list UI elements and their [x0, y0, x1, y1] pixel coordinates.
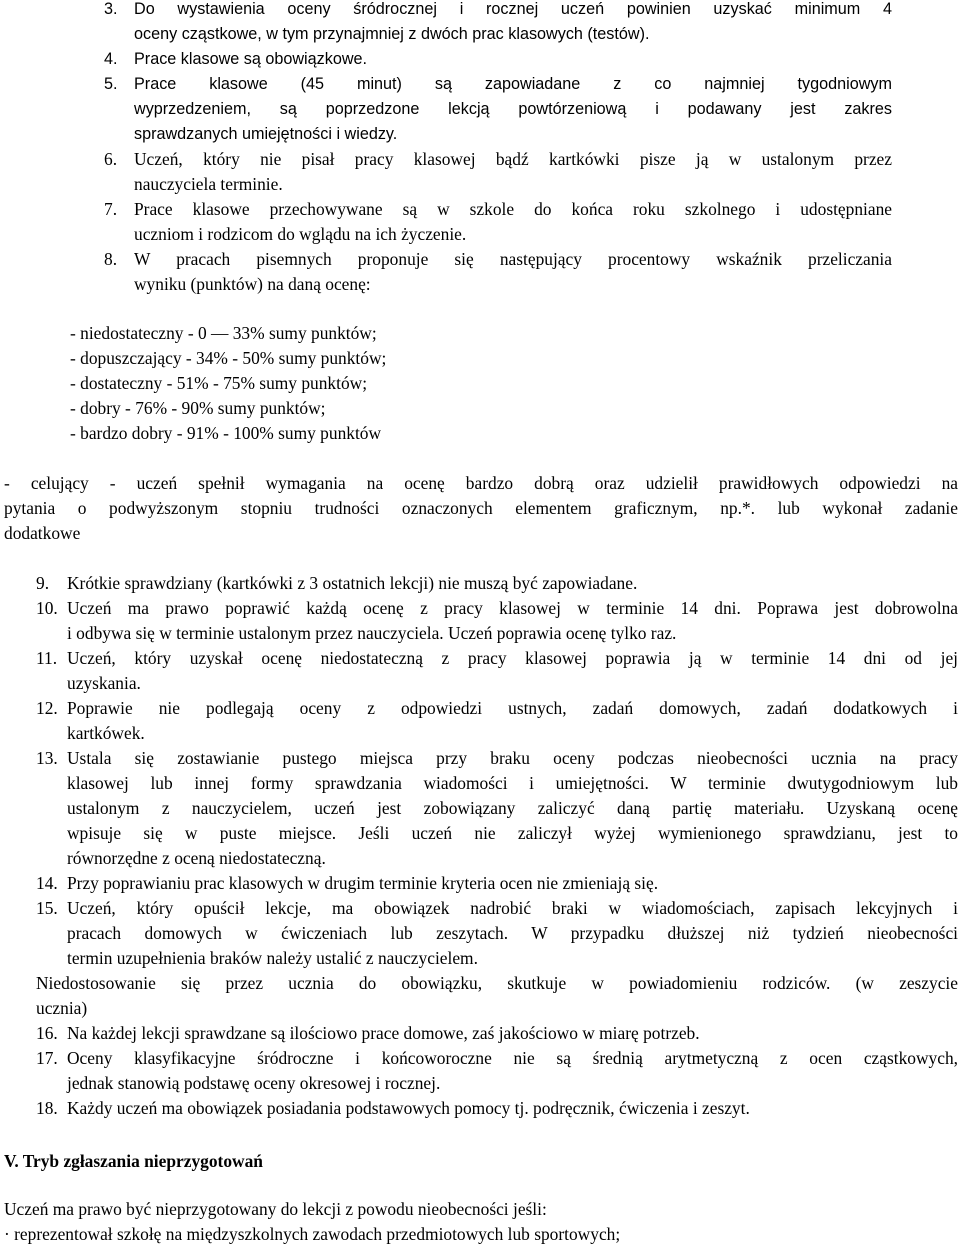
- list-item-9: 9. Krótkie sprawdziany (kartkówki z 3 ostatnich lekcji) nie muszą być zapowiadane.: [36, 573, 638, 593]
- list-item-17: 17. Oceny klasyfikacyjne śródroczne i końcoworoczne nie są średnią arytmetyczną z ocen cząstkowych, jednak stanowią podstawę oceny okresowej i rocznej.: [36, 1048, 958, 1093]
- intro-text: Uczeń ma prawo być nieprzygotowany do lekcji z powodu nieobecności jeśli:: [4, 1199, 547, 1219]
- grade-scale: [70, 321, 386, 446]
- list-item-11: 11. Uczeń, który uzyskał ocenę niedostateczną z pracy klasowej poprawia ją w terminie 14 dni od jej uzyskania.: [36, 648, 958, 693]
- list-item-13: 13. Ustala się zostawianie pustego miejsca przy braku oceny podczas nieobecności ucznia na pracy klasowej lub innej formy sprawdzania wiadomości i umiejętności. W terminie dwutygodniowym lub ustalonym z nauczycielem, uczeń jest zobowiązany zaliczyć daną partię materiału. Uzyskaną ocenę wpisuje się w puste miejsce. Jeśli uczeń nie zaliczył wyżej wymienionego sprawdzianu, jest to równorzędne z oceną niedostateczną.: [36, 748, 958, 868]
- list-item-16: 16. Na każdej lekcji sprawdzane są ilościowo prace domowe, zaś jakościowo w miarę potrzeb.: [36, 1023, 700, 1043]
- section-heading: V. Tryb zgłaszania nieprzygotowań: [4, 1151, 263, 1171]
- list-item-10: 10. Uczeń ma prawo poprawić każdą ocenę z pracy klasowej w terminie 14 dni. Poprawa jest dobrowolna i odbywa się w terminie ustalonym przez nauczyciela. Uczeń poprawia ocenę tylko raz.: [36, 598, 958, 643]
- list-item-8: 8. W pracach pisemnych proponuje się następujący procentowy wskaźnik przeliczania wyniku (punktów) na daną ocenę:: [104, 249, 892, 294]
- list-item-18: 18. Każdy uczeń ma obowiązek posiadania podstawowych pomocy tj. podręcznik, ćwiczenia i zeszyt.: [36, 1098, 750, 1118]
- celujacy-paragraph: - celujący - uczeń spełnił wymagania na ocenę bardzo dobrą oraz udzielił prawidłowych odpowiedzi na pytania o podwyższonym stopniu trudności oznaczonych elementem graficznym, np.*. lub wykonał zadanie dodatkowe: [4, 473, 958, 543]
- list-item-6: 6. Uczeń, który nie pisał pracy klasowej bądź kartkówki pisze ją w ustalonym przez nauczyciela terminie.: [104, 149, 892, 194]
- niedostosowanie-paragraph: Niedostosowanie się przez ucznia do obowiązku, skutkuje w powiadomieniu rodziców. (w zeszycie ucznia): [36, 973, 958, 1018]
- list-item-3: 3. Do wystawienia oceny śródrocznej i rocznej uczeń powinien uzyskać minimum 4 oceny cząstkowe, w tym przynajmniej z dwóch prac klasowych (testów).: [104, 0, 892, 43]
- grade-line: - bardzo dobry - 91% - 100% sumy punktów: [70, 423, 382, 443]
- grade-line: - dopuszczający - 34% - 50% sumy punktów;: [70, 348, 387, 368]
- list-item-7: 7. Prace klasowe przechowywane są w szkole do końca roku szkolnego i udostępniane uczniom i rodzicom do wglądu na ich życzenie.: [104, 199, 892, 244]
- bullet-item: · reprezentował szkołę na międzyszkolnych zawodach przedmiotowych lub sportowych;: [4, 1224, 621, 1244]
- grade-line: - dostateczny - 51% - 75% sumy punktów;: [70, 373, 368, 393]
- grade-line: - niedostateczny - 0 — 33% sumy punktów;: [70, 323, 377, 343]
- list-item-4: 4. Prace klasowe są obowiązkowe.: [104, 50, 368, 68]
- list-item-14: 14. Przy poprawianiu prac klasowych w drugim terminie kryteria ocen nie zmieniają się.: [36, 873, 659, 893]
- list-item-15: 15. Uczeń, który opuścił lekcje, ma obowiązek nadrobić braki w wiadomościach, zapisach lekcyjnych i pracach domowych w ćwiczeniach lub zeszytach. W przypadku dłuższej niż tydzień nieobecności termin uzupełnienia braków należy ustalić z nauczycielem.: [36, 898, 958, 968]
- list-item-5: 5. Prace klasowe (45 minut) są zapowiadane z co najmniej tygodniowym wyprzedzeniem, są poprzedzone lekcją powtórzeniową i podawany jest zakres sprawdzanych umiejętności i wiedzy.: [104, 75, 892, 143]
- list-item-12: 12. Poprawie nie podlegają oceny z odpowiedzi ustnych, zadań domowych, zadań dodatkowych i kartkówek.: [36, 698, 958, 743]
- grade-line: - dobry - 76% - 90% sumy punktów;: [70, 398, 326, 418]
